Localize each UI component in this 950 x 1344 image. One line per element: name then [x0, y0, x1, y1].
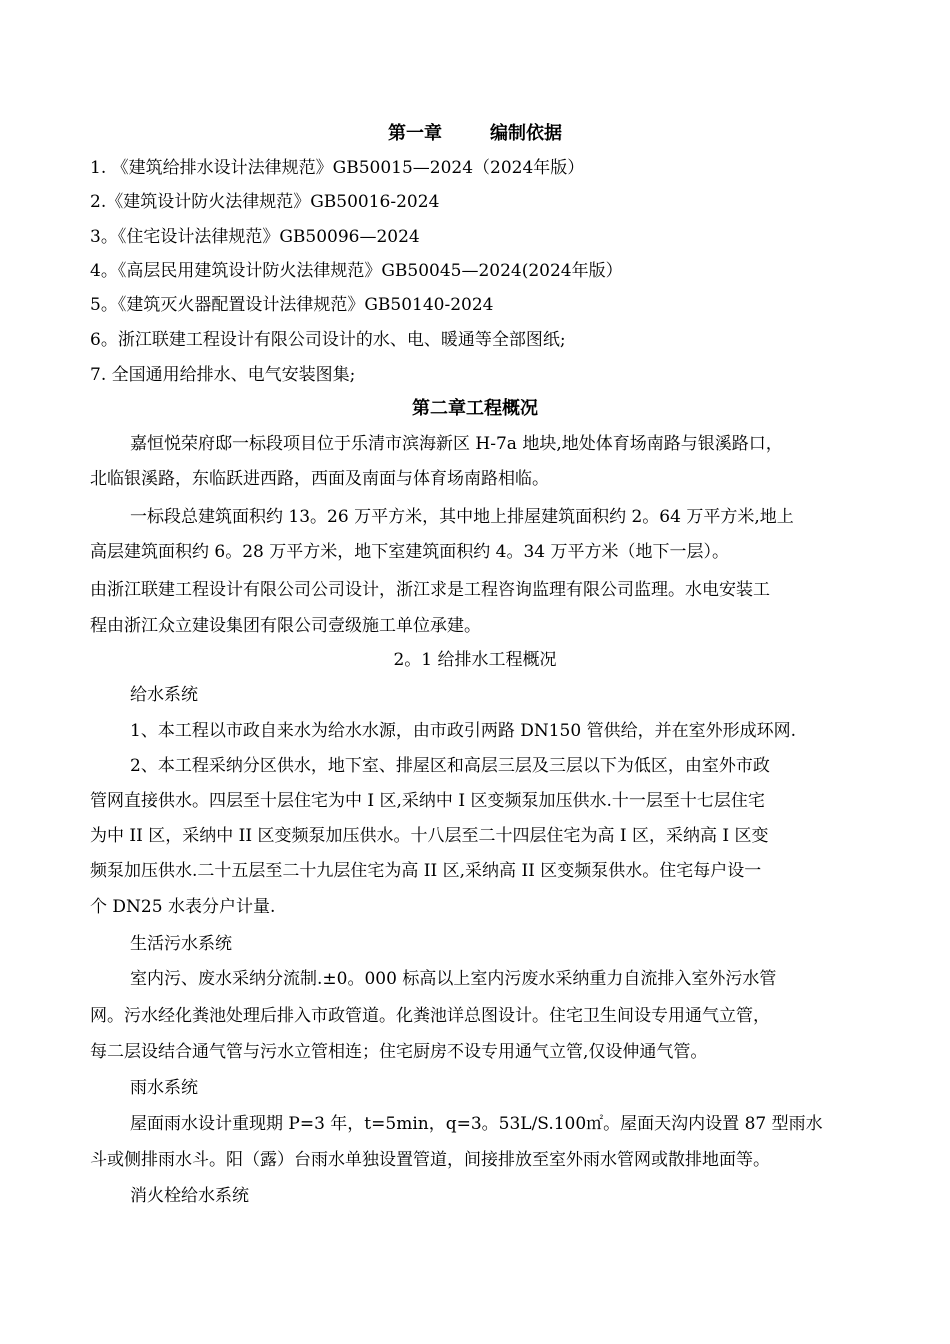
- overview-p1-line1: 嘉恒悦荣府邸一标段项目位于乐清市滨海新区 H-7a 地块,地处体育场南路与银溪路口，: [130, 434, 783, 454]
- basis-item-6: 6。浙江联建工程设计有限公司设计的水、电、暖通等全部图纸;: [90, 330, 566, 350]
- overview-p3-line2: 程由浙江众立建设集团有限公司壹级施工单位承建。: [90, 616, 481, 636]
- overview-p2-line2: 高层建筑面积约 6。28 万平方米，地下室建筑面积约 4。34 万平方米（地下一层）。: [90, 542, 730, 562]
- rain-line1: 屋面雨水设计重现期 P=3 年，t=5min，q=3。53L/S.100㎡。屋面天沟内设置 87 型雨水: [130, 1114, 823, 1134]
- section-2-1-title: 2。1 给排水工程概况: [393, 650, 557, 670]
- chapter1-title-text: 编制依据: [490, 123, 562, 144]
- overview-p3-line1: 由浙江联建工程设计有限公司公司设计，浙江求是工程咨询监理有限公司监理。水电安装工: [90, 580, 770, 600]
- basis-item-1: 1. 《建筑给排水设计法律规范》GB50015—2024（2024年版）: [90, 158, 585, 178]
- water-supply-item2-line1: 2、本工程采纳分区供水，地下室、排屋区和高层三层及三层以下为低区，由室外市政: [130, 756, 770, 776]
- rain-heading: 雨水系统: [130, 1078, 198, 1098]
- basis-item-7: 7. 全国通用给排水、电气安装图集;: [90, 365, 356, 385]
- chapter1-title-number: 第一章: [388, 123, 442, 144]
- rain-line2: 斗或侧排雨水斗。阳（露）台雨水单独设置管道，间接排放至室外雨水管网或散排地面等。: [90, 1150, 770, 1170]
- hydrant-heading: 消火栓给水系统: [130, 1186, 249, 1206]
- water-supply-heading: 给水系统: [130, 685, 198, 705]
- overview-p1-line2: 北临银溪路，东临跃进西路，西面及南面与体育场南路相临。: [90, 469, 549, 489]
- water-supply-item1: 1、本工程以市政自来水为给水水源，由市政引两路 DN150 管供给，并在室外形成环网.: [130, 721, 796, 741]
- water-supply-item2-line2: 管网直接供水。四层至十层住宅为中 I 区,采纳中 I 区变频泵加压供水.十一层至十七层住宅: [90, 791, 765, 811]
- sewage-line3: 每二层设结合通气管与污水立管相连；住宅厨房不设专用通气立管,仅设伸通气管。: [90, 1042, 708, 1062]
- sewage-heading: 生活污水系统: [130, 934, 232, 954]
- sewage-line2: 网。污水经化粪池处理后排入市政管道。化粪池详总图设计。住宅卫生间设专用通气立管，: [90, 1006, 770, 1026]
- basis-item-2: 2.《建筑设计防火法律规范》GB50016-2024: [90, 192, 440, 212]
- basis-item-5: 5。《建筑灭火器配置设计法律规范》GB50140-2024: [90, 295, 494, 315]
- basis-item-3: 3。《住宅设计法律规范》GB50096—2024: [90, 227, 420, 247]
- overview-p2-line1: 一标段总建筑面积约 13。26 万平方米，其中地上排屋建筑面积约 2。64 万平方米,地上: [130, 507, 794, 527]
- water-supply-item2-line3: 为中 II 区，采纳中 II 区变频泵加压供水。十八层至二十四层住宅为高 I 区，采纳高 I 区变: [90, 826, 769, 846]
- water-supply-item2-line5: 个 DN25 水表分户计量.: [90, 897, 276, 917]
- chapter1-title: [90, 122, 860, 146]
- water-supply-item2-line4: 频泵加压供水.二十五层至二十九层住宅为高 II 区,采纳高 II 区变频泵供水。住宅每户设一: [90, 861, 762, 881]
- chapter2-title: 第二章工程概况: [412, 398, 538, 419]
- basis-item-4: 4。《高层民用建筑设计防火法律规范》GB50045—2024(2024年版）: [90, 261, 623, 281]
- sewage-line1: 室内污、废水采纳分流制.±0。000 标高以上室内污废水采纳重力自流排入室外污水管: [130, 969, 777, 989]
